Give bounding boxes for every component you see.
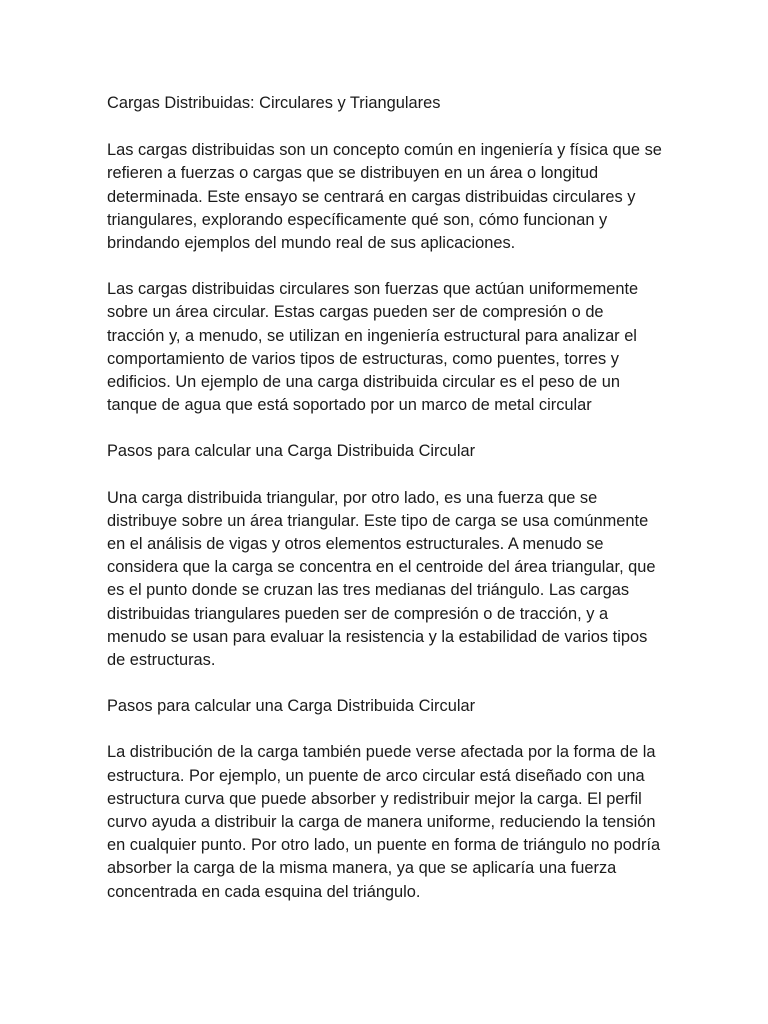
document-page bbox=[107, 92, 663, 927]
document-title: Cargas Distribuidas: Circulares y Triangulares bbox=[107, 94, 441, 112]
subheading-circular-steps-1: Pasos para calcular una Carga Distribuida Circular bbox=[107, 442, 476, 461]
subheading-circular-steps-2: Pasos para calcular una Carga Distribuida Circular bbox=[107, 697, 476, 716]
paragraph-triangular-loads: Una carga distribuida triangular, por otro lado, es una fuerza que se distribuye sobre un área triangular. Este tipo de carga se usa comúnmente en el análisis de vigas y otros elementos estructurales. A menudo se considera que la carga se concentra en el centroide del área triangular, que es el punto donde se cruzan las tres medianas del triángulo. Las cargas distribuidas triangulares pueden ser de compresión o de tracción, y a menudo se usan para evaluar la resistencia y la estabilidad de varios tipos de estructuras. bbox=[107, 488, 656, 670]
paragraph-structure-shape: La distribución de la carga también puede verse afectada por la forma de la estructura. Por ejemplo, un puente de arco circular está diseñado con una estructura curva que puede absorber y redistribuir mejor la carga. El perfil curvo ayuda a distribuir la carga de manera uniforme, reduciendo la tensión en cualquier punto. Por otro lado, un puente en forma de triángulo no podría absorber la carga de la misma manera, ya que se aplicaría una fuerza concentrada en cada esquina del triángulo. bbox=[107, 743, 661, 901]
paragraph-circular-loads: Las cargas distribuidas circulares son fuerzas que actúan uniformemente sobre un área circular. Estas cargas pueden ser de compresión o de tracción y, a menudo, se utilizan en ingeniería estructural para analizar el comportamiento de varios tipos de estructuras, como puentes, torres y edificios. Un ejemplo de una carga distribuida circular es el peso de un tanque de agua que está soportado por un marco de metal circular bbox=[107, 280, 639, 415]
paragraph-intro: Las cargas distribuidas son un concepto común en ingeniería y física que se refieren a fuerzas o cargas que se distribuyen en un área o longitud determinada. Este ensayo se centrará en cargas distribuidas circulares y triangulares, explorando específicamente qué son, cómo funcionan y brindando ejemplos del mundo real de sus aplicaciones. bbox=[107, 141, 662, 253]
